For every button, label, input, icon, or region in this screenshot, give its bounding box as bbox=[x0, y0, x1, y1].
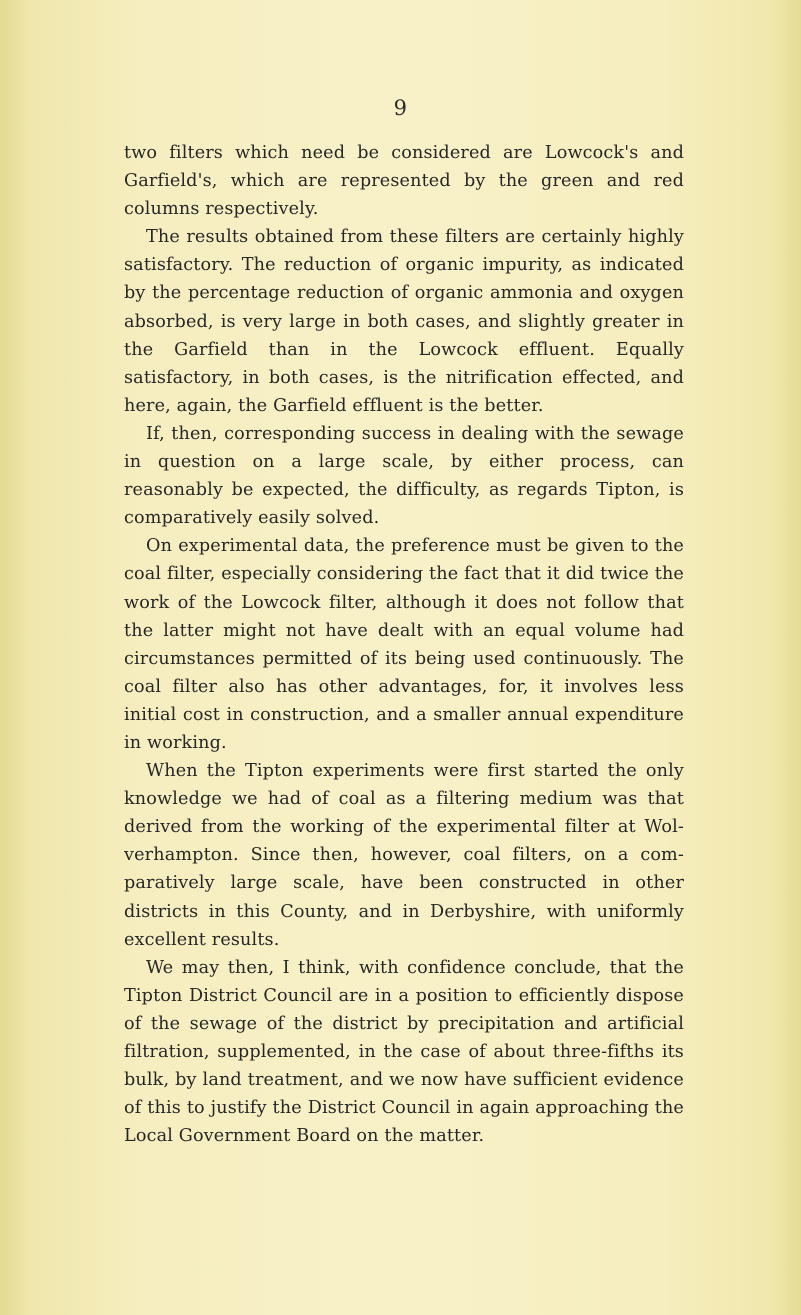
paragraph-experimental-data: On experimental data, the preference must be given to the coal filter, especially considering the fact that it did twice the work of the Lowcock filter, although it does not follow that the latter might not have dealt with an equal volume had circumstances permitted of its being used continuously. The coal filter also has other advantages, for, it involves less initial cost in construction, and a smaller annual expenditure in working. bbox=[124, 536, 684, 753]
paragraph-conclusion: We may then, I think, with confidence conclude, that the Tipton District Council are in a position to efficiently dispose of the sewage of the district by precipitation and artificial filtration, supplemented, in the case of about three-fifths its bulk, by land treatment, and we now have sufficient evidence of this to justify the District Council in again approaching the Local Government Board on the matter. bbox=[124, 957, 684, 1147]
page-edge-left bbox=[0, 0, 30, 1315]
paragraph-tipton-experiments: When the Tipton experiments were first started the only knowledge we had of coal as a filtering medium was that derived from the working of the experimental filter at Wol- verhampton. Since then, however, coal filters, on a com- paratively large scale, have been constructed in other districts in this County, and in Derbyshire, with uniformly excellent results. bbox=[124, 761, 684, 950]
paragraph-results: The results obtained from these filters are certainly highly satisfactory. The reduction of organic impurity, as indicated by the percentage reduction of organic ammonia and oxygen absorbed, is very large in both cases, and slightly greater in the Garfield than in the Lowcock effluent. Equally satisfactory, in both cases, is the nitrification effected, and here, again, the Garfield effluent is the better. bbox=[124, 227, 684, 416]
paragraph-continuation: two filters which need be considered are Lowcock's and Garfield's, which are represented by the green and red columns respectively. bbox=[124, 143, 684, 220]
paragraph-success: If, then, corresponding success in dealing with the sewage in question on a large scale, by either process, can reasonably be expected, the difficulty, as regards Tipton, is comparatively easily solved. bbox=[124, 423, 684, 529]
body-text bbox=[124, 139, 684, 1150]
page-number: 9 bbox=[393, 96, 408, 120]
page-edge-right bbox=[771, 0, 801, 1315]
